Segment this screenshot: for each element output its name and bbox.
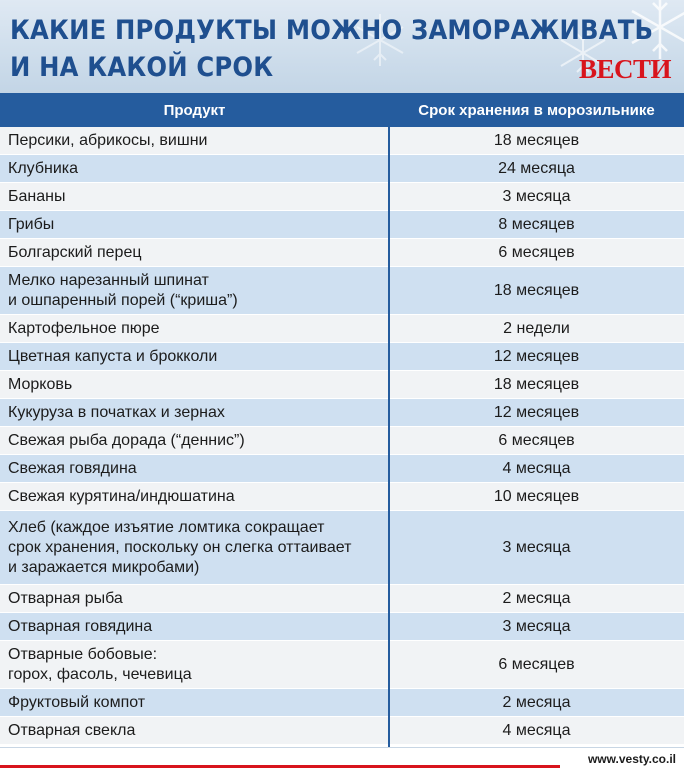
product-cell: Отварная свекла — [8, 721, 136, 739]
table-row — [0, 717, 684, 745]
table-row — [0, 455, 684, 483]
product-cell: Цветная капуста и брокколи — [8, 347, 218, 365]
table-row — [0, 613, 684, 641]
title-banner — [0, 0, 684, 93]
table-row — [0, 127, 684, 155]
term-cell: 6 месяцев — [498, 243, 575, 261]
product-cell: Фруктовый компот — [8, 693, 146, 711]
term-cell: 6 месяцев — [498, 655, 575, 673]
table-row — [0, 483, 684, 511]
term-cell: 12 месяцев — [493, 347, 580, 365]
term-cell: 2 месяца — [502, 693, 571, 711]
column-header-product: Продукт — [163, 101, 226, 119]
term-cell: 4 месяца — [502, 721, 571, 739]
term-cell: 6 месяцев — [498, 431, 575, 449]
table-row — [0, 585, 684, 613]
product-cell: Кукуруза в початках и зернах — [8, 403, 225, 421]
product-cell: Свежая говядина — [8, 459, 137, 477]
footer — [0, 747, 684, 768]
product-cell: Отварная говядина — [8, 617, 153, 635]
term-cell: 18 месяцев — [493, 131, 580, 149]
term-cell: 4 месяца — [502, 459, 571, 477]
term-cell: 3 месяца — [502, 538, 571, 556]
product-cell: Свежая курятина/индюшатина — [8, 487, 235, 505]
product-cell: Хлеб (каждое изъятие ломтика сокращает срок хранения, поскольку он слегка оттаивает и заражается микробами) — [8, 518, 352, 576]
product-cell: Грибы — [8, 215, 55, 233]
table-row — [0, 315, 684, 343]
product-cell: Бананы — [8, 187, 66, 205]
product-cell: Персики, абрикосы, вишни — [8, 131, 208, 149]
product-cell: Морковь — [8, 375, 73, 393]
term-cell: 24 месяца — [498, 159, 575, 177]
table-row — [0, 689, 684, 717]
product-cell: Свежая рыба дорада (“деннис”) — [8, 431, 245, 449]
table-row — [0, 641, 684, 689]
table-row — [0, 371, 684, 399]
product-cell: Мелко нарезанный шпинат и ошпаренный порей (“криша”) — [8, 271, 238, 309]
title-line-1: КАКИЕ ПРОДУКТЫ МОЖНО ЗАМОРАЖИВАТЬ — [10, 15, 654, 46]
product-cell: Отварные бобовые: горох, фасоль, чечевица — [8, 645, 192, 683]
table-header — [0, 93, 684, 127]
product-cell: Болгарский перец — [8, 243, 142, 261]
table-row — [0, 399, 684, 427]
table-row — [0, 155, 684, 183]
table-row — [0, 511, 684, 585]
title-line-2: И НА КАКОЙ СРОК — [10, 52, 274, 83]
term-cell: 8 месяцев — [498, 215, 575, 233]
vesti-logo: ВЕСТИ — [578, 54, 671, 84]
table-body — [0, 127, 684, 745]
term-cell: 2 недели — [503, 319, 570, 337]
table-row — [0, 427, 684, 455]
table-row — [0, 183, 684, 211]
table-row — [0, 343, 684, 371]
term-cell: 10 месяцев — [493, 487, 580, 505]
column-divider — [388, 127, 390, 747]
page-title — [10, 12, 653, 86]
footer-url[interactable]: www.vesty.co.il — [587, 752, 676, 766]
product-cell: Клубника — [8, 159, 79, 177]
term-cell: 12 месяцев — [493, 403, 580, 421]
term-cell: 3 месяца — [502, 187, 571, 205]
product-cell: Картофельное пюре — [8, 319, 160, 337]
product-cell: Отварная рыба — [8, 589, 123, 607]
table-row — [0, 267, 684, 315]
term-cell: 3 месяца — [502, 617, 571, 635]
column-header-term: Срок хранения в морозильнике — [418, 101, 655, 119]
table-row — [0, 211, 684, 239]
term-cell: 2 месяца — [502, 589, 571, 607]
term-cell: 18 месяцев — [493, 281, 580, 299]
table-row — [0, 239, 684, 267]
term-cell: 18 месяцев — [493, 375, 580, 393]
